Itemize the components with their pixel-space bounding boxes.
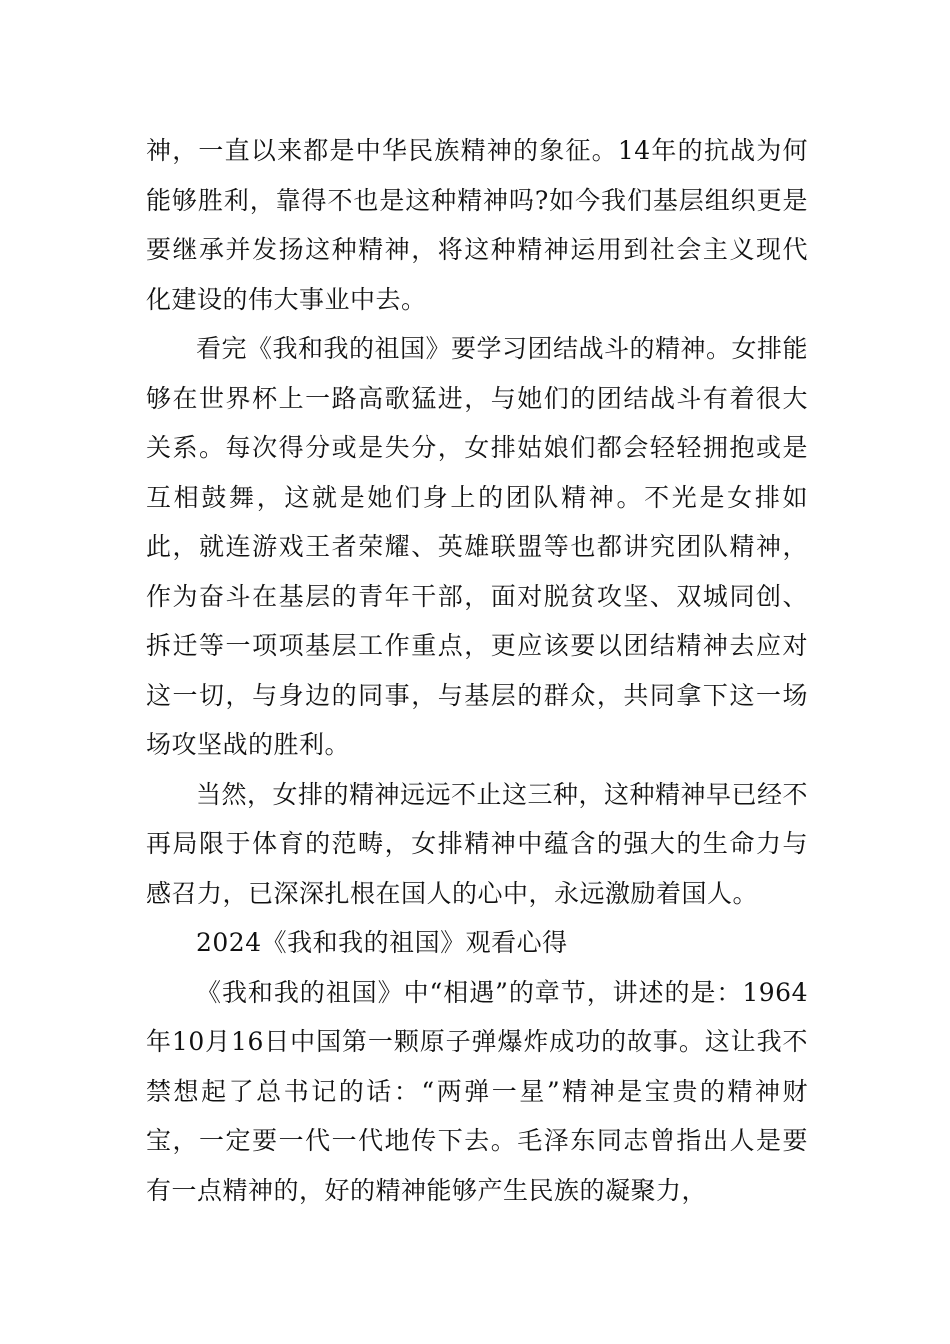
paragraph-encounter-chapter: 《我和我的祖国》中“相遇”的章节，讲述的是：1964年10月16日中国第一颗原子弹爆炸成功的故事。这让我不禁想起了总书记的话：“两弹一星”精神是宝贵的精神财宝，一定要一代一代地传下去。毛泽东同志曾指出人是要有一点精神的，好的精神能够产生民族的凝聚力， [146, 977, 808, 1205]
document-body [146, 126, 808, 1215]
section-title: 2024《我和我的祖国》观看心得 [196, 928, 568, 957]
paragraph-conclusion: 当然，女排的精神远远不止这三种，这种精神早已经不再局限于体育的范畴，女排精神中蕴含的强大的生命力与感召力，已深深扎根在国人的心中，永远激励着国人。 [146, 779, 809, 908]
paragraph-team-spirit: 看完《我和我的祖国》要学习团结战斗的精神。女排能够在世界杯上一路高歌猛进，与她们的团结战斗有着很大关系。每次得分或是失分，女排姑娘们都会轻轻拥抱或是互相鼓舞，这就是她们身上的团队精神。不光是女排如此，就连游戏王者荣耀、英雄联盟等也都讲究团队精神，作为奋斗在基层的青年干部，面对脱贫攻坚、双城同创、拆迁等一项项基层工作重点，更应该要以团结精神去应对这一切，与身边的同事，与基层的群众，共同拿下这一场场攻坚战的胜利。 [146, 334, 809, 759]
paragraph-continuation: 神，一直以来都是中华民族精神的象征。14年的抗战为何能够胜利，靠得不也是这种精神吗?如今我们基层组织更是要继承并发扬这种精神，将这种精神运用到社会主义现代化建设的伟大事业中去。 [146, 136, 808, 314]
